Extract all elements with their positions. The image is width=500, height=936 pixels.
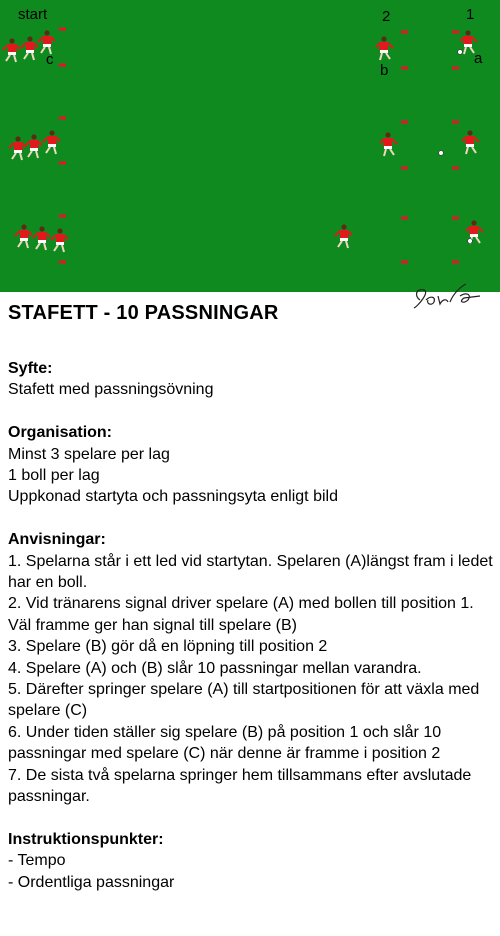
text-line: 6. Under tiden ställer sig spelare (B) på position 1 och slår 10 passningar med spelare (C) när denne är framme i position 2	[8, 723, 442, 763]
cone	[59, 261, 66, 264]
label-position-1: 1	[466, 6, 475, 23]
cone	[401, 217, 408, 220]
ball	[439, 151, 444, 156]
player	[376, 36, 393, 60]
ball	[468, 239, 473, 244]
cone	[59, 162, 66, 165]
cone	[452, 67, 459, 70]
text-line: - Ordentliga passningar	[8, 873, 175, 891]
label-position-2: 2	[382, 8, 391, 25]
label-a: a	[474, 50, 483, 67]
page-title: STAFETT - 10 PASSNINGAR	[8, 302, 279, 324]
text-line: 3. Spelare (B) gör då en löpning till position 2	[8, 638, 328, 656]
ball	[458, 50, 463, 55]
field-drawing	[0, 0, 500, 292]
drill-field-illustration	[0, 0, 500, 292]
text-line: 1. Spelarna står i ett led vid startytan. Spelaren (A)längst fram i ledet har en boll.	[8, 552, 493, 592]
cone	[452, 261, 459, 264]
section-organisation	[8, 422, 496, 508]
cone	[452, 217, 459, 220]
player	[51, 228, 68, 252]
cone	[401, 31, 408, 34]
cone	[401, 67, 408, 70]
player	[9, 136, 26, 160]
drill-description	[8, 358, 496, 915]
text-line: 7. De sista två spelarna springer hem tillsammans efter avslutade passningar.	[8, 766, 472, 806]
player	[25, 134, 42, 158]
player	[43, 130, 60, 154]
label-start: start	[18, 6, 48, 23]
cone	[452, 121, 459, 124]
player	[33, 226, 50, 250]
section-instruktionspunkter	[8, 829, 496, 893]
text-line: Stafett med passningsövning	[8, 381, 214, 399]
section-syfte	[8, 358, 496, 401]
text-line: 2. Vid tränarens signal driver spelare (A) med bollen till position 1. Väl framme ger han signal till spelare (B)	[8, 595, 474, 634]
cone	[59, 215, 66, 218]
text-line: 5. Därefter springer spelare (A) till startpositionen för att växla med spelare (C)	[8, 681, 480, 720]
signature	[410, 278, 490, 318]
cone	[59, 64, 66, 67]
section-anvisningar	[8, 529, 496, 807]
player	[21, 36, 38, 60]
player	[15, 224, 32, 248]
label-c: c	[46, 51, 54, 68]
text-line: 4. Spelare (A) och (B) slår 10 passningar mellan varandra.	[8, 659, 422, 677]
text-line: Minst 3 spelare per lag	[8, 445, 170, 463]
text-line: - Tempo	[8, 852, 66, 870]
cone	[401, 167, 408, 170]
player	[335, 224, 352, 248]
cone	[452, 31, 459, 34]
section-heading: Anvisningar:	[8, 531, 106, 549]
section-heading: Syfte:	[8, 360, 53, 377]
text-line: 1 boll per lag	[8, 467, 100, 485]
player	[380, 132, 397, 156]
section-heading: Organisation:	[8, 424, 113, 442]
player	[462, 130, 479, 154]
text-line: Uppkonad startyta och passningsyta enligt bild	[8, 488, 338, 506]
section-heading: Instruktionspunkter:	[8, 830, 164, 848]
cone	[59, 117, 66, 120]
cone	[401, 261, 408, 264]
cone	[401, 121, 408, 124]
label-b: b	[380, 62, 389, 79]
cone	[452, 167, 459, 170]
player	[3, 38, 20, 62]
cone	[59, 28, 66, 31]
